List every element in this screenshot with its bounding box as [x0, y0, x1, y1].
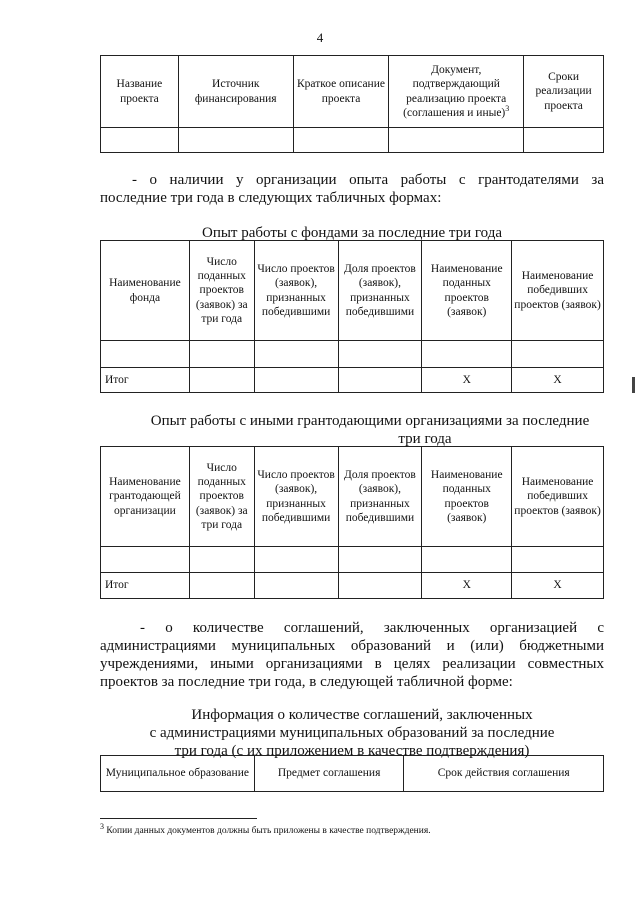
header-cell: Число проектов (заявок), признанных победившими	[254, 447, 338, 547]
empty-cell	[189, 547, 254, 573]
paragraph-line: учреждениями, иными организациями в целях реализации совместных	[100, 656, 604, 672]
grant-experience-paragraph	[100, 171, 604, 207]
header-cell	[389, 56, 524, 128]
header-cell: Число поданных проектов (заявок) за три года	[189, 241, 254, 341]
empty-cell	[422, 341, 512, 368]
table-header-row	[101, 56, 604, 128]
header-text: Документ, подтверждающий реализацию проекта (соглашения и иные)	[403, 64, 507, 119]
total-mark: X	[422, 368, 512, 393]
total-row	[101, 573, 604, 599]
paragraph-line: администрациями муниципальных образований и (или) бюджетными	[100, 638, 604, 654]
header-cell: Наименование победивших проектов (заявок)	[512, 447, 604, 547]
footnote-ref: 3	[505, 103, 510, 113]
footnote-mark: 3	[100, 821, 104, 831]
footnote-separator	[100, 818, 257, 819]
paragraph-line: проектов за последние три года, в следующей табличной форме:	[100, 674, 513, 690]
empty-cell	[512, 341, 604, 368]
other-grantors-table	[100, 446, 604, 599]
empty-cell	[189, 573, 254, 599]
table-header-row	[101, 241, 604, 341]
header-cell: Число поданных проектов (заявок) за три года	[189, 447, 254, 547]
paragraph-line: - о наличии у организации опыта работы с грантодателями за	[132, 172, 604, 188]
caption-line: три года	[398, 431, 452, 447]
total-mark: X	[422, 573, 512, 599]
caption-line: с администрациями муниципальных образований за последние	[149, 725, 555, 741]
header-cell: Наименование фонда	[101, 241, 190, 341]
header-cell: Предмет соглашения	[254, 756, 404, 792]
footnote-text: Копии данных документов должны быть приложены в качестве подтверждения.	[106, 826, 431, 836]
caption-line: три года (с их приложением в качестве подтверждения)	[174, 743, 530, 759]
header-cell: Наименование поданных проектов (заявок)	[422, 241, 512, 341]
empty-cell	[189, 368, 254, 393]
total-mark: X	[512, 368, 604, 393]
table-header-row	[101, 447, 604, 547]
header-cell: Муниципальное образование	[101, 756, 255, 792]
header-cell: Название проекта	[101, 56, 179, 128]
empty-cell	[178, 128, 293, 153]
empty-cell	[338, 573, 422, 599]
header-cell: Число проектов (заявок), признанных победившими	[254, 241, 338, 341]
caption-line: Опыт работы с иными грантодающими организациями за последние	[150, 413, 590, 429]
empty-cell	[254, 547, 338, 573]
paragraph-line: - о количестве соглашений, заключенных организацией с	[140, 620, 604, 636]
header-cell: Доля проектов (заявок), признанных победившими	[338, 447, 422, 547]
scan-edge-mark	[632, 377, 635, 393]
header-cell: Краткое описание проекта	[293, 56, 389, 128]
empty-cell	[422, 547, 512, 573]
agreements-paragraph	[100, 619, 604, 691]
empty-cell	[338, 547, 422, 573]
empty-cell	[254, 368, 338, 393]
empty-cell	[338, 368, 422, 393]
header-cell: Наименование победивших проектов (заявок)	[512, 241, 604, 341]
empty-cell	[338, 341, 422, 368]
funds-table-caption: Опыт работы с фондами за последние три года	[201, 225, 502, 241]
empty-cell	[101, 341, 190, 368]
caption-line: Информация о количестве соглашений, заключенных	[191, 707, 533, 723]
empty-cell	[101, 547, 190, 573]
page-number: 4	[316, 30, 324, 45]
footnote	[100, 821, 431, 836]
header-cell: Источник финансирования	[178, 56, 293, 128]
header-cell: Сроки реализации проекта	[524, 56, 604, 128]
total-label: Итог	[101, 573, 190, 599]
table-header-row	[101, 756, 604, 792]
empty-cell	[254, 341, 338, 368]
empty-cell	[389, 128, 524, 153]
header-cell: Доля проектов (заявок), признанных победившими	[338, 241, 422, 341]
total-row	[101, 368, 604, 393]
projects-table	[100, 55, 604, 153]
empty-cell	[189, 341, 254, 368]
total-label: Итог	[101, 368, 190, 393]
funds-experience-table	[100, 240, 604, 393]
agreements-caption	[100, 706, 604, 760]
total-mark: X	[512, 573, 604, 599]
agreements-table	[100, 755, 604, 792]
empty-cell	[254, 573, 338, 599]
other-grantors-caption	[100, 412, 640, 448]
empty-cell	[101, 128, 179, 153]
empty-cell	[293, 128, 389, 153]
table-row	[101, 128, 604, 153]
empty-cell	[524, 128, 604, 153]
header-cell: Наименование грантодающей организации	[101, 447, 190, 547]
header-cell: Наименование поданных проектов (заявок)	[422, 447, 512, 547]
table-row	[101, 341, 604, 368]
table-row	[101, 547, 604, 573]
header-cell: Срок действия соглашения	[404, 756, 604, 792]
empty-cell	[512, 547, 604, 573]
paragraph-line: последние три года в следующих табличных формах:	[100, 190, 442, 206]
